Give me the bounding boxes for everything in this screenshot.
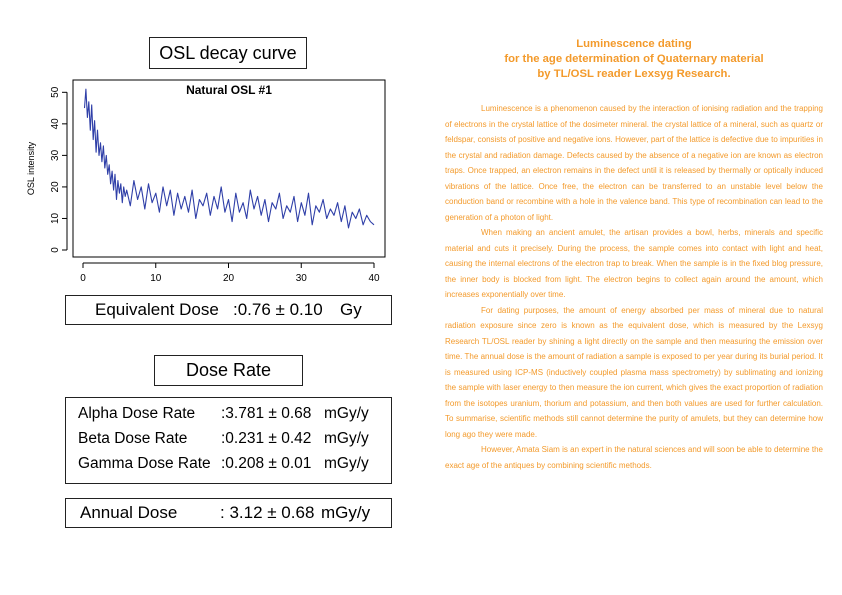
x-tick-label: 40 bbox=[368, 273, 380, 284]
gamma-dose-rate-value: :0.208 ± 0.01 bbox=[221, 455, 312, 472]
annual-dose-value: : 3.12 ± 0.68 bbox=[220, 503, 315, 522]
equivalent-dose-box bbox=[65, 295, 392, 325]
osl-chart bbox=[0, 76, 410, 286]
alpha-dose-rate-label: Alpha Dose Rate bbox=[78, 405, 196, 422]
x-tick-label: 0 bbox=[80, 273, 86, 284]
article-paragraph: However, Amata Siam is an expert in the natural sciences and will soon be able to determine the exact age of the antiques by combining scientific methods. bbox=[445, 445, 823, 470]
x-tick-label: 10 bbox=[150, 273, 162, 284]
gamma-dose-rate-label: Gamma Dose Rate bbox=[78, 455, 211, 472]
plot-frame bbox=[73, 80, 385, 257]
x-tick-label: 30 bbox=[295, 273, 307, 284]
dose-rate-label bbox=[154, 355, 303, 386]
dose-rate-text: Dose Rate bbox=[185, 360, 272, 380]
osl-decay-curve-text: OSL decay curve bbox=[159, 42, 297, 63]
chart-title: Natural OSL #1 bbox=[186, 83, 272, 97]
annual-dose-unit: mGy/y bbox=[321, 503, 371, 522]
y-tick-label: 50 bbox=[50, 86, 61, 98]
alpha-dose-rate-value: :3.781 ± 0.68 bbox=[221, 405, 312, 422]
annual-dose-label: Annual Dose bbox=[80, 503, 178, 522]
osl-decay-curve-label bbox=[149, 37, 307, 69]
gamma-dose-rate-unit: mGy/y bbox=[324, 455, 369, 472]
article-title bbox=[445, 37, 823, 82]
osl-series-line bbox=[85, 89, 375, 228]
article-paragraph: When making an ancient amulet, the artisan provides a bowl, herbs, minerals and specific material and cuts it precisely. During the process, the sample comes into contact with light and heat, causing the internal electrons of the electron trap to break. When the sample is in the fixed blog pressure, the inner body is blocked from light. The electron begins to collect again around the amount, which increases exponentially over time. bbox=[445, 228, 823, 299]
dose-rates-box bbox=[65, 397, 392, 484]
y-tick-label: 40 bbox=[50, 118, 61, 130]
equivalent-dose-value: :0.76 ± 0.10 bbox=[233, 300, 323, 319]
y-axis-label: OSL intensity bbox=[26, 141, 36, 196]
y-tick-label: 0 bbox=[50, 247, 61, 253]
alpha-dose-rate-unit: mGy/y bbox=[324, 405, 369, 422]
article-paragraph: For dating purposes, the amount of energy absorbed per mass of mineral due to natural radiation exposure since zero is known as the equivalent dose, which is measured by the Lexsyg Research TL/OSL reader by shining a light directly on the sample and then measuring the emission over time. The annual dose is the amount of radiation a sample is exposed to per year during its burial period. It is measured using ICP-MS (inductively coupled plasma mass spectrometry) by sublimating and ionizing the sample with laser energy to then measure the ion current, which gives the exact proportion of radiation from the isotopes uranium, thorium and potassium, and then both values are used for further calculation. To summarise, scientific methods still cannot determine the purity of amulets, but they can determine how long ago they were made. bbox=[445, 305, 823, 439]
article-title-line: for the age determination of Quaternary material bbox=[504, 53, 764, 65]
y-tick-label: 30 bbox=[50, 149, 61, 161]
article-paragraph: Luminescence is a phenomenon caused by the interaction of ionising radiation and the trapping of electrons in the crystal lattice of the dosimeter mineral. the crystal lattice of a mineral, such as quartz or feldspar, consists of positive and negative ions. However, part of the lattice is defective due to impurities in the crystal and radiation damage. Defects caused by the absence of a negative ion are known as electron traps. Once trapped, an electron remains in the defect until it is released by thermally or optically induced vibrations of the lattice. Once free, the electron can be transferred to an unstable level below the conduction band or recombine with a hole in the valence band. This type of recombination can lead to the generation of a photon of light. bbox=[445, 104, 823, 222]
y-tick-label: 10 bbox=[50, 212, 61, 225]
article-title-line: Luminescence dating bbox=[576, 38, 692, 50]
x-tick-label: 20 bbox=[222, 273, 235, 284]
beta-dose-rate-value: :0.231 ± 0.42 bbox=[221, 430, 312, 447]
article-body bbox=[445, 101, 823, 473]
equivalent-dose-unit: Gy bbox=[340, 300, 362, 319]
beta-dose-rate-unit: mGy/y bbox=[324, 430, 369, 447]
equivalent-dose-label: Equivalent Dose bbox=[95, 300, 219, 319]
article-title-line: by TL/OSL reader Lexsyg Research. bbox=[537, 68, 731, 80]
beta-dose-rate-label: Beta Dose Rate bbox=[78, 430, 188, 447]
annual-dose-box bbox=[65, 498, 392, 528]
y-tick-label: 20 bbox=[50, 181, 61, 193]
